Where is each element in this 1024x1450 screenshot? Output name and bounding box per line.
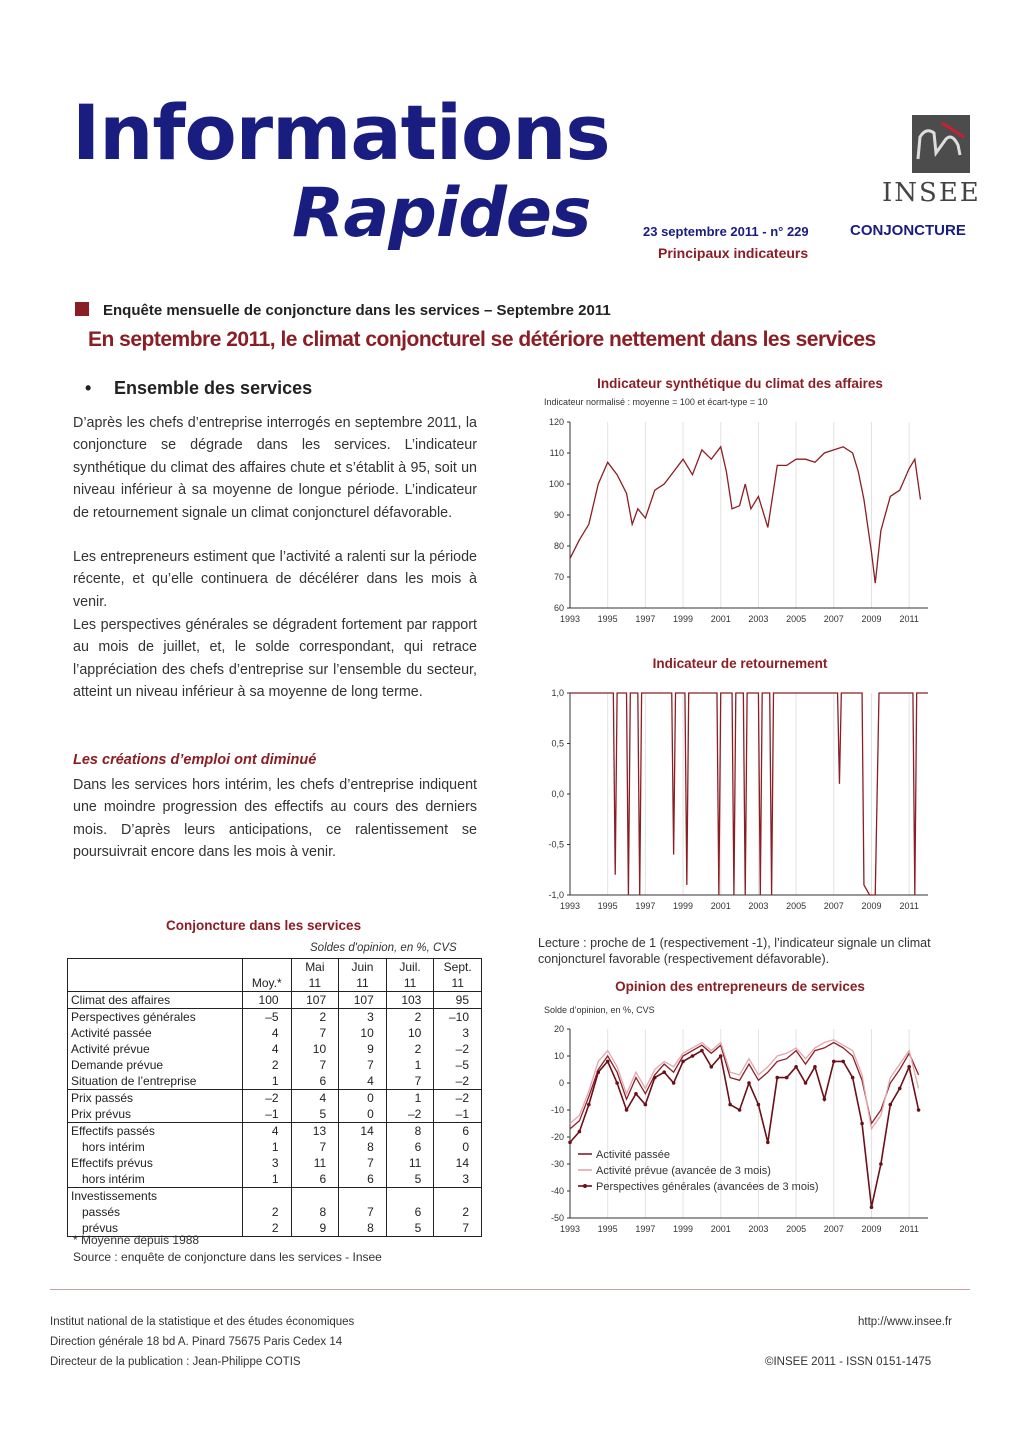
y-tick-label: 0,5 xyxy=(551,738,564,749)
category-label: CONJONCTURE xyxy=(850,222,966,239)
survey-square-icon xyxy=(75,302,89,316)
table-row-label: Effectifs prévus xyxy=(68,1155,243,1171)
table-cell: 4 xyxy=(271,1026,279,1040)
y-tick-label: 0,0 xyxy=(551,789,564,799)
table-cell: 7 xyxy=(434,1220,482,1237)
turning-point-chart xyxy=(530,682,940,917)
table-cell: 103 xyxy=(386,992,434,1009)
table-cell: 6 xyxy=(291,1171,339,1188)
table-row xyxy=(68,1188,482,1205)
subsection-text: Dans les services hors intérim, les chefs d’entreprise indiquent une moindre progression des effectifs au cours des derniers mois. D’après leurs anticipations, ce ralentissement se poursuivrait encore dans les mois à venir. xyxy=(73,777,477,861)
table-cell: 6 xyxy=(291,1073,339,1090)
table-cell: –10 xyxy=(434,1009,482,1026)
y-tick-label: -50 xyxy=(550,1213,564,1223)
footer-url[interactable]: http://www.insee.fr xyxy=(858,1316,952,1328)
x-tick-label: 1999 xyxy=(673,614,694,624)
table-subtitle: Soldes d'opinion, en %, CVS xyxy=(310,942,457,954)
table-row-label: Demande prévue xyxy=(68,1057,243,1073)
table-cell: 11 xyxy=(291,1155,339,1171)
table-cell: 7 xyxy=(339,1155,387,1171)
y-tick-label: 100 xyxy=(548,479,564,489)
y-tick-label: 10 xyxy=(553,1051,564,1061)
table-cell: 7 xyxy=(291,1057,339,1073)
x-tick-label: 1999 xyxy=(673,1224,694,1234)
table-cell: 3 xyxy=(339,1009,387,1026)
data-point xyxy=(823,1097,827,1101)
y-tick-label: 110 xyxy=(549,448,564,458)
table-row xyxy=(68,1025,482,1041)
table-cell: 6 xyxy=(434,1123,482,1140)
table-header-cell: Moy.* xyxy=(242,975,291,992)
table-row xyxy=(68,1155,482,1171)
x-tick-label: 2009 xyxy=(861,1224,882,1234)
title-rapides: Rapides xyxy=(292,174,591,253)
table-cell: 2 xyxy=(386,1041,434,1057)
x-tick-label: 2009 xyxy=(861,901,882,911)
data-point xyxy=(681,1060,685,1064)
survey-title: Enquête mensuelle de conjoncture dans les services – Septembre 2011 xyxy=(103,302,611,319)
table-cell xyxy=(434,1188,482,1205)
x-tick-label: 1999 xyxy=(673,901,694,911)
table-header-blank xyxy=(68,975,243,992)
table-row xyxy=(68,1106,482,1123)
x-tick-label: 1993 xyxy=(559,901,581,911)
bullet-icon: • xyxy=(85,378,92,398)
x-tick-label: 2003 xyxy=(748,1224,769,1234)
data-point xyxy=(841,1060,845,1064)
x-tick-label: 1995 xyxy=(597,901,618,911)
data-point xyxy=(794,1065,798,1069)
data-point xyxy=(813,1065,817,1069)
x-tick-label: 2007 xyxy=(823,1224,844,1234)
table-row-label: Investissements xyxy=(68,1188,243,1205)
table-row-label: Effectifs passés xyxy=(68,1123,243,1140)
table-row xyxy=(68,1009,482,1026)
table-row-label: hors intérim xyxy=(68,1139,243,1155)
table-cell: 2 xyxy=(291,1009,339,1026)
table-row xyxy=(68,1090,482,1107)
table-row xyxy=(68,1139,482,1155)
table-row-label: passés xyxy=(68,1204,243,1220)
data-point xyxy=(615,1081,619,1085)
paragraph-1: D’après les chefs d’entreprise interrogés en septembre 2011, la conjoncture se dégrade dans les services. L’indicateur synthétique du climat des affaires chute et s’établit à 95, soit un niveau inférieur à sa moyenne de longue période. L’indicateur de retournement signale un climat conjoncturel défavorable. xyxy=(73,415,477,521)
data-point xyxy=(870,1205,874,1209)
data-point xyxy=(662,1070,666,1074)
x-tick-label: 1997 xyxy=(635,614,656,624)
x-tick-label: 2011 xyxy=(899,901,919,911)
table-cell xyxy=(339,1188,387,1205)
data-point xyxy=(804,1081,808,1085)
data-point xyxy=(578,1130,582,1134)
data-point xyxy=(710,1065,714,1069)
y-tick-label: 120 xyxy=(548,417,564,427)
footer-institute: Institut national de la statistique et des études économiques xyxy=(50,1316,355,1328)
table-cell: 100 xyxy=(242,992,291,1009)
x-tick-label: 2009 xyxy=(861,614,882,624)
data-point xyxy=(785,1076,789,1080)
table-cell xyxy=(242,1188,291,1205)
data-point xyxy=(747,1081,751,1085)
chart3-title: Opinion des entrepreneurs de services xyxy=(615,979,865,994)
table-header-cell: 11 xyxy=(339,975,387,992)
x-tick-label: 2003 xyxy=(748,614,769,624)
table-row-label: Activité prévue xyxy=(68,1041,243,1057)
table-row xyxy=(68,1041,482,1057)
table-cell: 1 xyxy=(242,1073,291,1090)
data-point xyxy=(606,1060,610,1064)
data-point xyxy=(860,1122,864,1126)
table-cell: 4 xyxy=(271,1124,279,1138)
legend-label: Activité passée xyxy=(596,1149,670,1161)
y-tick-label: 20 xyxy=(553,1024,564,1034)
table-cell: 4 xyxy=(339,1073,387,1090)
table-row-label: prévus xyxy=(68,1220,243,1237)
table-cell: 13 xyxy=(291,1123,339,1140)
y-tick-label: 90 xyxy=(553,510,564,520)
headline: En septembre 2011, le climat conjoncturel se détériore nettement dans les services xyxy=(88,328,876,351)
table-cell: 5 xyxy=(291,1106,339,1123)
y-tick-label: -40 xyxy=(550,1186,564,1196)
insee-logo-icon xyxy=(912,115,970,173)
insee-logo-text: INSEE xyxy=(882,178,981,208)
table-row-label: Activité passée xyxy=(68,1025,243,1041)
climate-indicator-chart xyxy=(530,410,940,630)
x-tick-label: 2011 xyxy=(899,1224,919,1234)
paragraph-2: Les entrepreneurs estiment que l’activité a ralenti sur la période récente, et qu’elle continuera de décélérer dans les mois à venir. xyxy=(73,549,477,610)
data-point xyxy=(625,1108,629,1112)
data-point xyxy=(889,1103,893,1107)
data-point xyxy=(917,1108,921,1112)
table-cell: 7 xyxy=(386,1073,434,1090)
y-tick-label: 80 xyxy=(553,541,564,551)
table-source: Source : enquête de conjoncture dans les services - Insee xyxy=(73,1250,382,1264)
data-point xyxy=(879,1162,883,1166)
footer-address: Direction générale 18 bd A. Pinard 75675 Paris Cedex 14 xyxy=(50,1336,343,1348)
y-tick-label: -1,0 xyxy=(548,890,564,900)
table-row-label: Situation de l’entreprise xyxy=(68,1073,243,1090)
table-cell: 7 xyxy=(291,1025,339,1041)
table-header-blank xyxy=(68,959,243,976)
data-point xyxy=(672,1081,676,1085)
legend-marker xyxy=(583,1184,587,1188)
table-header-cell: Sept. xyxy=(434,959,482,976)
x-tick-label: 2001 xyxy=(710,1224,731,1234)
table-row xyxy=(68,1123,482,1140)
footer-copyright: ©INSEE 2011 - ISSN 0151-1475 xyxy=(765,1356,932,1368)
table-cell: 1 xyxy=(242,1171,291,1188)
table-cell: –2 xyxy=(434,1073,482,1090)
table-cell: –2 xyxy=(386,1106,434,1123)
data-point xyxy=(634,1092,638,1096)
chart2-caption: Lecture : proche de 1 (respectivement -1), l’indicateur signale un climat conjoncturel favorable (respectivement défavorable). xyxy=(538,936,931,966)
table-row-label: Climat des affaires xyxy=(68,992,243,1009)
data-point xyxy=(766,1141,770,1145)
y-tick-label: 1,0 xyxy=(551,688,564,698)
table-cell: 5 xyxy=(386,1171,434,1188)
y-tick-label: -0,5 xyxy=(548,839,564,850)
footer-director: Directeur de la publication : Jean-Philippe COTIS xyxy=(50,1356,301,1368)
table-cell xyxy=(386,1188,434,1205)
y-tick-label: -30 xyxy=(550,1159,564,1169)
table-cell: 9 xyxy=(291,1220,339,1237)
table-cell: –1 xyxy=(434,1106,482,1123)
table-row-label: hors intérim xyxy=(68,1171,243,1188)
table-cell: –2 xyxy=(434,1041,482,1057)
table-cell: 95 xyxy=(434,992,482,1009)
table-row xyxy=(68,992,482,1009)
y-tick-label: -10 xyxy=(550,1105,564,1115)
table-cell: –2 xyxy=(434,1090,482,1107)
data-point xyxy=(898,1087,902,1091)
table-row xyxy=(68,1204,482,1220)
table-cell: 7 xyxy=(339,1057,387,1073)
table-row xyxy=(68,1057,482,1073)
table-cell: 6 xyxy=(386,1139,434,1155)
x-tick-label: 2011 xyxy=(899,614,919,624)
table-cell: 2 xyxy=(242,1220,291,1237)
table-cell: –2 xyxy=(265,1091,279,1105)
table-cell: 7 xyxy=(291,1139,339,1155)
table-row-label: Prix prévus xyxy=(68,1106,243,1123)
footer-divider xyxy=(50,1289,970,1290)
data-point xyxy=(691,1054,695,1058)
series-line xyxy=(570,1040,919,1129)
table-cell: 11 xyxy=(386,1155,434,1171)
table-cell: 1 xyxy=(386,1057,434,1073)
data-point xyxy=(728,1103,732,1107)
table-cell: 10 xyxy=(291,1041,339,1057)
data-point xyxy=(738,1108,742,1112)
data-point xyxy=(851,1076,855,1080)
table-cell: 1 xyxy=(386,1090,434,1107)
legend-label: Activité prévue (avancée de 3 mois) xyxy=(596,1165,771,1177)
table-title: Conjoncture dans les services xyxy=(166,918,362,933)
table-cell: –5 xyxy=(434,1057,482,1073)
table-cell: 2 xyxy=(271,1058,279,1072)
table-cell: 107 xyxy=(291,992,339,1009)
chart1-title: Indicateur synthétique du climat des affaires xyxy=(597,376,883,391)
data-point xyxy=(644,1103,648,1107)
series-line xyxy=(570,1043,919,1129)
table-cell: 0 xyxy=(339,1106,387,1123)
conjuncture-table xyxy=(67,958,482,1237)
x-tick-label: 1997 xyxy=(635,901,656,911)
table-cell: 0 xyxy=(339,1090,387,1107)
table-cell: 6 xyxy=(386,1204,434,1220)
table-cell: 8 xyxy=(386,1123,434,1140)
data-point xyxy=(596,1070,600,1074)
table-cell: 8 xyxy=(291,1204,339,1220)
x-tick-label: 2001 xyxy=(710,901,731,911)
data-point xyxy=(587,1103,591,1107)
table-cell: 2 xyxy=(434,1204,482,1220)
table-row xyxy=(68,1171,482,1188)
table-cell: 3 xyxy=(271,1156,279,1170)
table-cell: 4 xyxy=(271,1042,279,1056)
issue-date: 23 septembre 2011 - n° 229 xyxy=(643,224,809,239)
table-header-cell: 11 xyxy=(291,975,339,992)
table-cell: 4 xyxy=(291,1090,339,1107)
table-header-cell: 11 xyxy=(386,975,434,992)
x-tick-label: 2005 xyxy=(786,614,807,624)
y-tick-label: 0 xyxy=(558,1078,564,1088)
chart1-subtitle: Indicateur normalisé : moyenne = 100 et écart-type = 10 xyxy=(544,397,768,407)
subsection-title: Les créations d’emploi ont diminué xyxy=(73,752,317,768)
y-tick-label: 60 xyxy=(553,603,564,613)
series-line xyxy=(570,693,928,895)
table-row-label: Prix passés xyxy=(68,1090,243,1107)
y-tick-label: 70 xyxy=(553,572,564,582)
title-informations: Informations xyxy=(72,88,610,177)
table-cell: 10 xyxy=(386,1025,434,1041)
x-tick-label: 2007 xyxy=(823,901,844,911)
data-point xyxy=(832,1060,836,1064)
table-note: * Moyenne depuis 1988 xyxy=(73,1233,200,1247)
data-point xyxy=(907,1065,911,1069)
table-cell: 14 xyxy=(434,1155,482,1171)
table-cell: 14 xyxy=(339,1123,387,1140)
table-header-cell: 11 xyxy=(434,975,482,992)
table-cell: 5 xyxy=(386,1220,434,1237)
table-header-cell: Juin xyxy=(339,959,387,976)
x-tick-label: 2003 xyxy=(748,901,769,911)
x-tick-label: 1995 xyxy=(597,1224,618,1234)
paragraph-3: Les perspectives générales se dégradent fortement par rapport au mois de juillet, et, le solde correspondant, qui retrace l’appréciation des chefs d’entreprise sur l’ensemble du secteur, atteint un niveau inférieur à sa moyenne de long terme. xyxy=(73,617,477,701)
x-tick-label: 1993 xyxy=(559,1224,581,1234)
table-cell: 1 xyxy=(271,1140,279,1154)
x-tick-label: 2005 xyxy=(786,1224,807,1234)
table-cell: 6 xyxy=(339,1171,387,1188)
table-header-cell: Mai xyxy=(291,959,339,976)
table-row-label: Perspectives générales xyxy=(68,1009,243,1026)
table-cell: –1 xyxy=(242,1106,291,1123)
table-cell: 8 xyxy=(339,1220,387,1237)
x-tick-label: 2001 xyxy=(710,614,731,624)
x-tick-label: 2005 xyxy=(786,901,807,911)
chart3-subtitle: Solde d’opinion, en %, CVS xyxy=(544,1005,655,1015)
table-cell: 3 xyxy=(434,1025,482,1041)
table-cell: 107 xyxy=(339,992,387,1009)
y-tick-label: -20 xyxy=(550,1132,564,1142)
table-cell: –5 xyxy=(265,1010,279,1024)
data-point xyxy=(775,1076,779,1080)
x-tick-label: 2007 xyxy=(823,614,844,624)
table-cell: 7 xyxy=(339,1204,387,1220)
table-cell: 10 xyxy=(339,1025,387,1041)
table-header-cell xyxy=(242,959,291,976)
publication-subtitle: Principaux indicateurs xyxy=(658,245,809,261)
table-header-cell: Juil. xyxy=(386,959,434,976)
series-line xyxy=(570,447,920,583)
table-cell: 8 xyxy=(339,1139,387,1155)
table-cell: 9 xyxy=(339,1041,387,1057)
table-cell xyxy=(291,1188,339,1205)
data-point xyxy=(757,1103,761,1107)
table-cell: 3 xyxy=(434,1171,482,1188)
data-point xyxy=(568,1141,572,1145)
x-tick-label: 1995 xyxy=(597,614,618,624)
data-point xyxy=(719,1054,723,1058)
table-row xyxy=(68,1073,482,1090)
x-tick-label: 1997 xyxy=(635,1224,656,1234)
table-cell: 2 xyxy=(386,1009,434,1026)
table-cell: 0 xyxy=(434,1139,482,1155)
table-cell: 2 xyxy=(271,1205,279,1219)
chart2-title: Indicateur de retournement xyxy=(652,656,828,671)
entrepreneurs-opinion-chart xyxy=(530,1018,940,1240)
section-title: Ensemble des services xyxy=(114,378,313,398)
x-tick-label: 1993 xyxy=(559,614,581,624)
legend-label: Perspectives générales (avancées de 3 mois) xyxy=(596,1181,819,1193)
data-point xyxy=(700,1049,704,1053)
data-point xyxy=(653,1076,657,1080)
